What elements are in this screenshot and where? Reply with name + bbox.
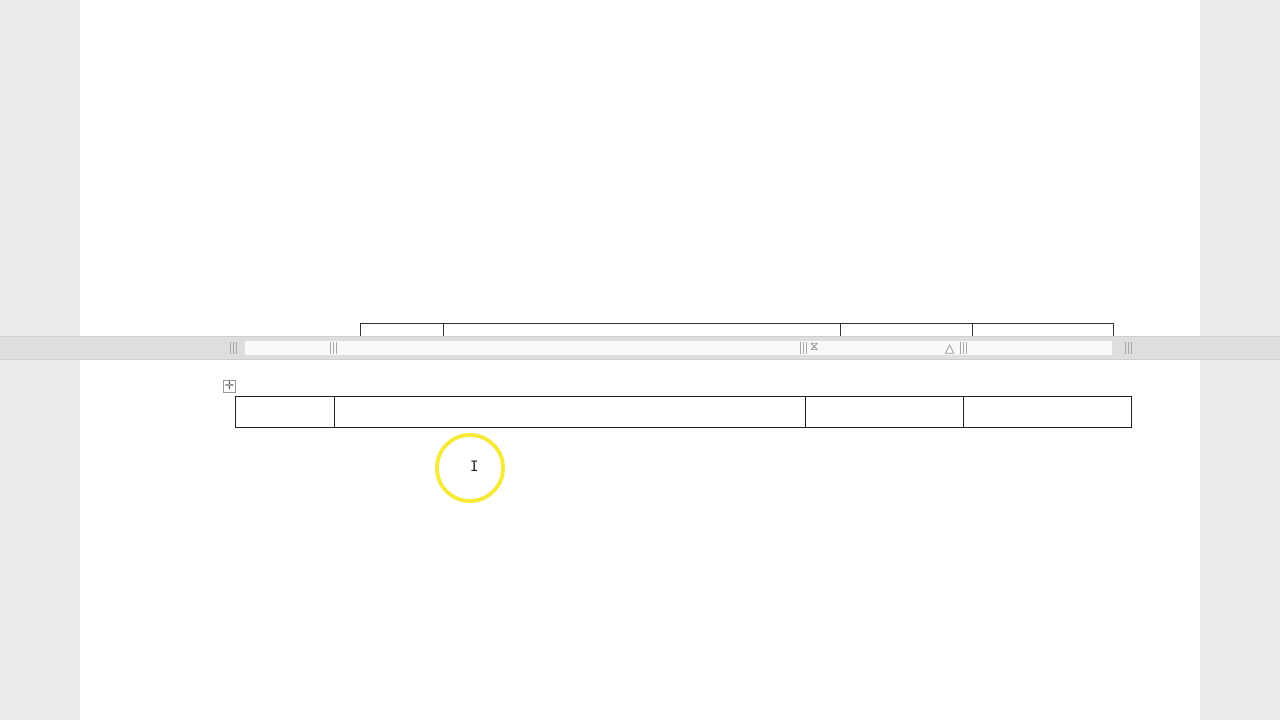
horizontal-ruler[interactable] bbox=[0, 336, 1280, 360]
peek-header-credit bbox=[973, 324, 1113, 336]
peek-header-debit bbox=[841, 324, 973, 336]
ruler-text-area bbox=[245, 341, 1112, 355]
peek-header-date bbox=[361, 324, 444, 336]
ruler-column-grip[interactable] bbox=[1125, 342, 1133, 354]
right-gutter bbox=[1200, 0, 1280, 720]
header-date bbox=[236, 397, 335, 428]
ruler-column-grip[interactable] bbox=[800, 342, 808, 354]
left-gutter bbox=[0, 0, 80, 720]
header-credit bbox=[964, 397, 1132, 428]
peek-header-account bbox=[444, 324, 841, 336]
right-indent-marker-icon[interactable]: △ bbox=[945, 341, 955, 355]
text-cursor-icon: I bbox=[470, 459, 479, 475]
header-account-name bbox=[335, 397, 806, 428]
ruler-column-grip[interactable] bbox=[230, 342, 238, 354]
journal-entry-table[interactable] bbox=[235, 396, 1132, 428]
table-header-peek bbox=[360, 323, 1114, 336]
indent-marker-icon[interactable]: ⧖ bbox=[810, 339, 819, 353]
table-header-row bbox=[236, 397, 1132, 428]
document-page-upper[interactable] bbox=[80, 0, 1200, 336]
ruler-column-grip[interactable] bbox=[330, 342, 338, 354]
table-move-handle-icon[interactable]: ✛ bbox=[224, 380, 235, 392]
ruler-column-grip[interactable] bbox=[960, 342, 968, 354]
header-debit bbox=[806, 397, 964, 428]
document-page-lower[interactable] bbox=[80, 360, 1200, 720]
